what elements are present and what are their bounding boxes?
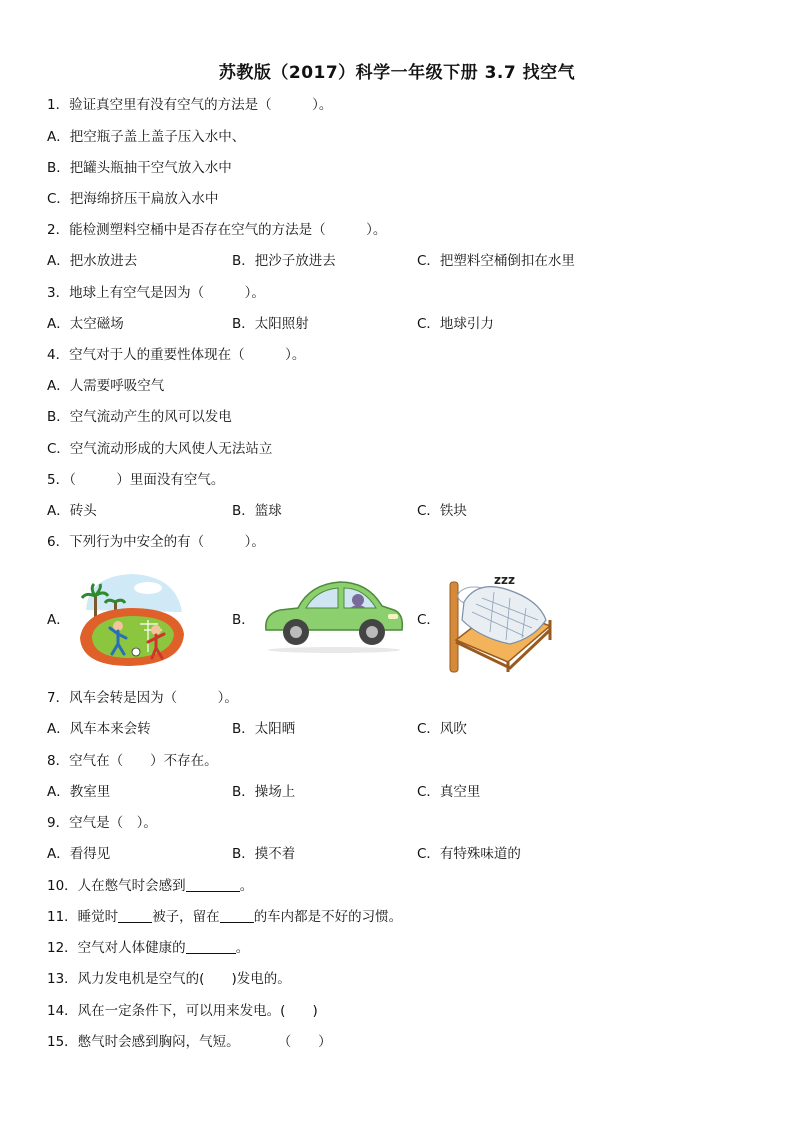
q8-option-b: B．操场上 <box>232 784 296 800</box>
q9-option-b: B．摸不着 <box>232 846 296 862</box>
q12-text-1: 12．空气对人体健康的 <box>47 940 186 956</box>
green-car-picture <box>258 574 408 658</box>
q8-option-c: C．真空里 <box>417 784 481 800</box>
q1-option-a: A．把空瓶子盖上盖子压入水中、 <box>47 129 246 145</box>
q2-option-a: A．把水放进去 <box>47 253 138 269</box>
q10-blank[interactable] <box>186 877 240 892</box>
q11-text-2: 被子，留在 <box>152 909 220 925</box>
q4-option-b: B．空气流动产生的风可以发电 <box>47 409 232 425</box>
q3-option-a: A．太空磁场 <box>47 316 124 332</box>
q2-option-c: C．把塑料空桶倒扣在水里 <box>417 253 575 269</box>
q5-option-a: A．砖头 <box>47 503 97 519</box>
question-6-stem: 6．下列行为中安全的有（ ）。 <box>47 534 265 550</box>
q12-blank[interactable] <box>186 939 236 954</box>
q5-option-b: B．篮球 <box>232 503 282 519</box>
page-title: 苏教版（2017）科学一年级下册 3.7 找空气 <box>218 63 576 83</box>
q6-option-b: B． <box>232 612 255 628</box>
question-13: 13．风力发电机是空气的( )发电的。 <box>47 971 291 987</box>
q9-option-a: A．看得见 <box>47 846 111 862</box>
q4-option-a: A．人需要呼吸空气 <box>47 378 165 394</box>
q8-option-a: A．教室里 <box>47 784 111 800</box>
q11-blank-1[interactable] <box>118 908 152 923</box>
q15-text: 15．憋气时会感到胸闷，气短。 <box>47 1034 240 1050</box>
q3-option-c: C．地球引力 <box>417 316 494 332</box>
q6-option-a: A． <box>47 612 70 628</box>
question-12 <box>47 939 249 957</box>
q1-option-c: C．把海绵挤压干扁放入水中 <box>47 191 219 207</box>
q7-option-c: C．风吹 <box>417 721 467 737</box>
q9-option-c: C．有特殊味道的 <box>417 846 521 862</box>
question-2-stem: 2．能检测塑料空桶中是否存在空气的方法是（ ）。 <box>47 222 387 238</box>
q15-answer-box[interactable]: （ ） <box>277 1034 332 1050</box>
q10-text-2: 。 <box>239 878 254 894</box>
question-15 <box>47 1033 332 1051</box>
q12-text-2: 。 <box>235 940 250 956</box>
question-4-stem: 4．空气对于人的重要性体现在（ ）。 <box>47 347 306 363</box>
question-1-stem: 1．验证真空里有没有空气的方法是（ ）。 <box>47 97 333 113</box>
q11-blank-2[interactable] <box>220 908 254 923</box>
q10-text-1: 10．人在憋气时会感到 <box>47 878 186 894</box>
children-playing-picture <box>78 568 186 670</box>
question-8-stem: 8．空气在（ ）不存在。 <box>47 753 218 769</box>
sleeping-under-covers-picture <box>446 568 558 674</box>
question-9-stem: 9．空气是（ ）。 <box>47 815 157 831</box>
q11-text-3: 的车内都是不好的习惯。 <box>253 909 403 925</box>
question-10 <box>47 877 253 895</box>
q11-text-1: 11．睡觉时 <box>47 909 119 925</box>
q7-option-a: A．风车本来会转 <box>47 721 151 737</box>
snore-text: zzz <box>494 573 515 587</box>
q5-option-c: C．铁块 <box>417 503 467 519</box>
q7-option-b: B．太阳晒 <box>232 721 296 737</box>
q6-option-c: C． <box>417 612 440 628</box>
q2-option-b: B．把沙子放进去 <box>232 253 336 269</box>
question-3-stem: 3．地球上有空气是因为（ ）。 <box>47 285 265 301</box>
question-7-stem: 7．风车会转是因为（ ）。 <box>47 690 238 706</box>
question-5-stem: 5．（ ）里面没有空气。 <box>47 472 225 488</box>
question-14: 14．风在一定条件下，可以用来发电。( ) <box>47 1003 318 1019</box>
question-11 <box>47 908 402 926</box>
q4-option-c: C．空气流动形成的大风使人无法站立 <box>47 441 273 457</box>
q1-option-b: B．把罐头瓶抽干空气放入水中 <box>47 160 232 176</box>
q3-option-b: B．太阳照射 <box>232 316 309 332</box>
